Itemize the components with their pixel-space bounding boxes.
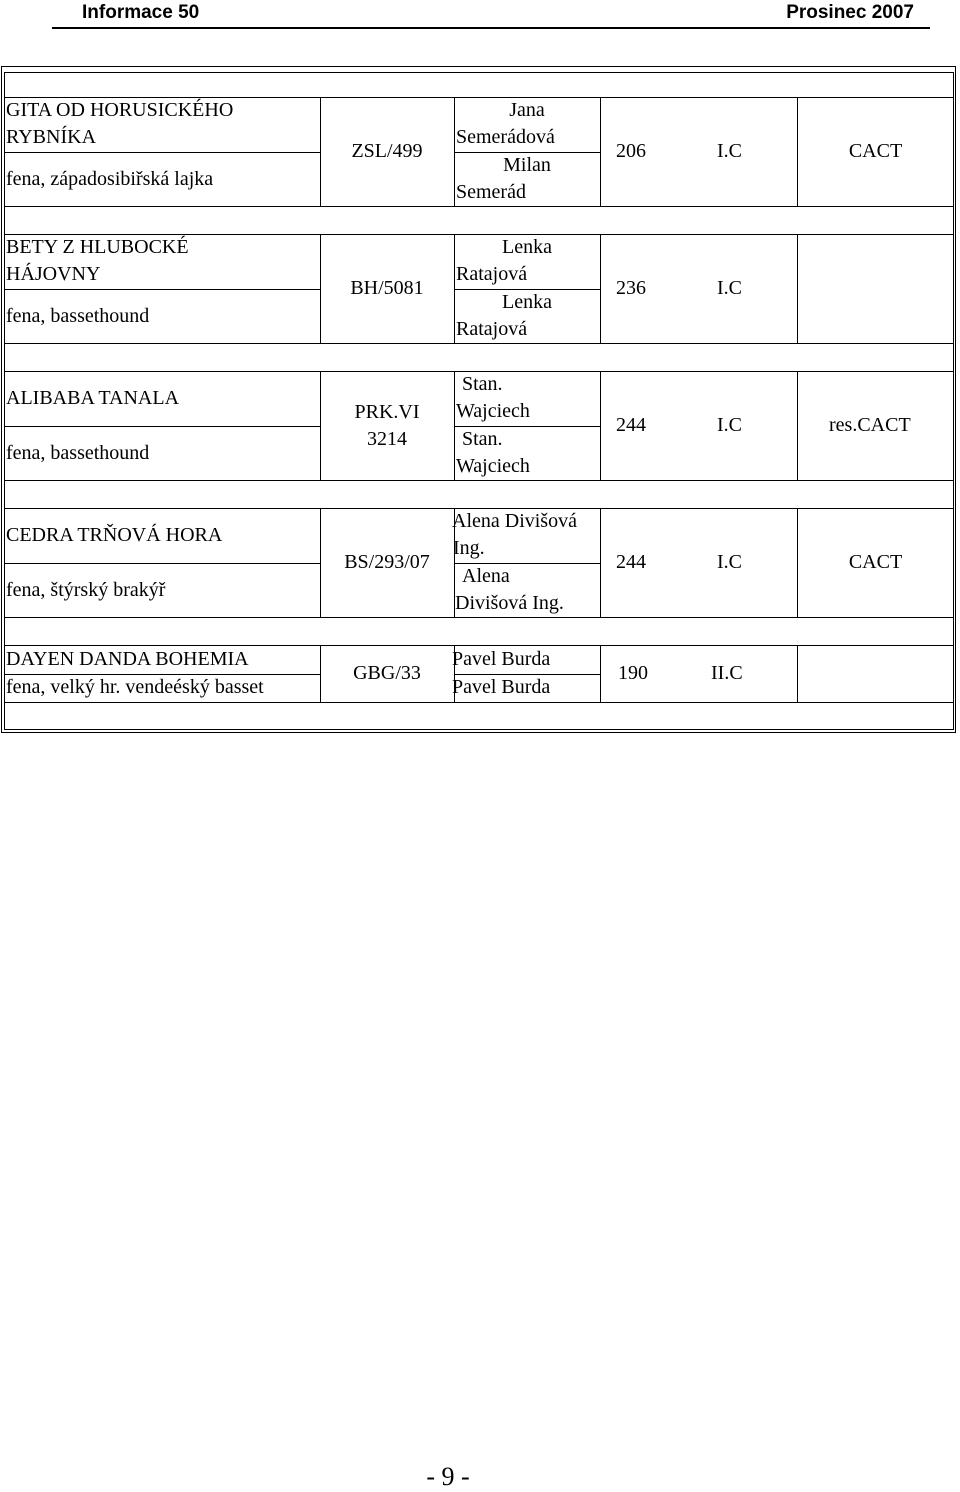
award-title: res.CACT	[829, 414, 911, 436]
registration-number: BH/5081	[350, 277, 424, 299]
publication-title: Informace 50	[82, 2, 200, 23]
breeder-name: Stan.	[462, 373, 503, 395]
grade: I.C	[717, 277, 742, 299]
breeder-name: Ratajová	[456, 263, 528, 285]
grade: I.C	[717, 551, 742, 573]
breeder-name: Alena Divišová	[452, 510, 577, 532]
page-header	[52, 0, 930, 29]
dog-name: RYBNÍKA	[6, 126, 97, 148]
score: 206	[616, 140, 646, 162]
breeder-name: Semerádová	[456, 126, 555, 148]
dog-name: CEDRA TRŇOVÁ HORA	[6, 524, 223, 546]
dog-name: GITA OD HORUSICKÉHO	[6, 99, 234, 121]
dog-name: DAYEN DANDA BOHEMIA	[6, 648, 249, 670]
score: 244	[616, 551, 646, 573]
breeder-name: Lenka	[502, 236, 552, 258]
page-number: - 9 -	[426, 1462, 470, 1491]
dog-name: BETY Z HLUBOCKÉ	[6, 236, 189, 258]
owner-name: Wajciech	[456, 455, 530, 477]
dog-description: fena, štýrský brakýř	[6, 579, 166, 601]
award-title: CACT	[848, 551, 903, 573]
dog-description: fena, bassethound	[6, 305, 150, 327]
owner-name: Divišová Ing.	[455, 592, 564, 614]
owner-name: Lenka	[502, 291, 552, 313]
dog-name: HÁJOVNY	[6, 263, 101, 285]
dog-description: fena, velký hr. vendeéský basset	[6, 676, 264, 698]
owner-name: Alena	[462, 565, 510, 587]
grade: II.C	[711, 662, 743, 684]
registration-number: GBG/33	[353, 662, 421, 684]
owner-name: Stan.	[462, 428, 503, 450]
owner-name: Ratajová	[456, 318, 528, 340]
dog-description: fena, západosibiřská lajka	[6, 168, 214, 190]
owner-name: Pavel Burda	[452, 676, 551, 698]
registration-number: ZSL/499	[351, 140, 423, 162]
registration-number: 3214	[367, 428, 407, 450]
registration-number: BS/293/07	[344, 551, 430, 573]
breeder-name: Wajciech	[456, 400, 530, 422]
owner-name: Milan	[503, 154, 551, 176]
breeder-name: Jana	[509, 99, 545, 121]
dog-description: fena, bassethound	[6, 442, 150, 464]
registration-number: PRK.VI	[354, 401, 420, 423]
dog-name: ALIBABA TANALA	[6, 387, 180, 409]
breeder-name: Ing.	[453, 537, 485, 559]
award-title: CACT	[848, 140, 903, 162]
publication-date: Prosinec 2007	[786, 2, 914, 23]
score: 244	[616, 414, 646, 436]
grade: I.C	[717, 414, 742, 436]
breeder-name: Pavel Burda	[452, 648, 551, 670]
score: 190	[618, 662, 648, 684]
owner-name: Semerád	[456, 181, 526, 203]
score: 236	[616, 277, 646, 299]
grade: I.C	[717, 140, 742, 162]
